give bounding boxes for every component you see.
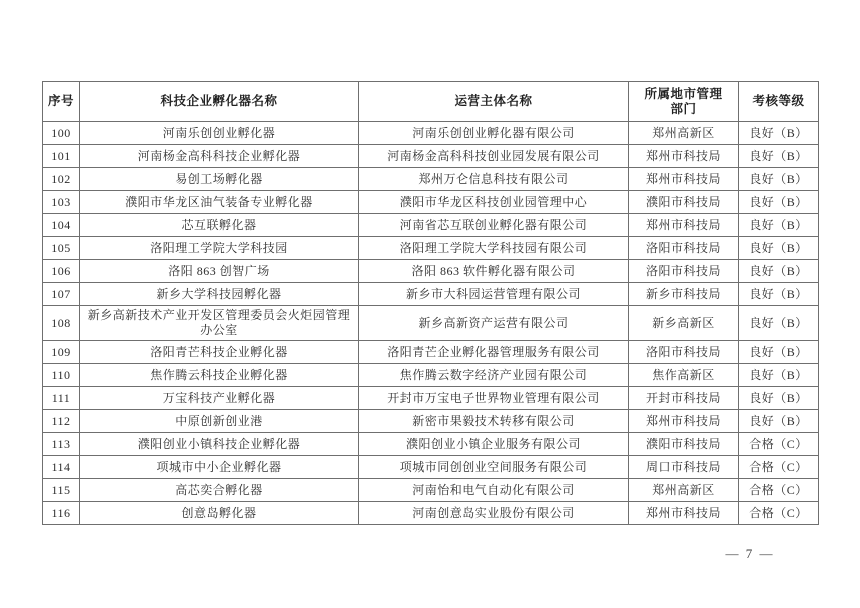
header-incubator-name: 科技企业孵化器名称	[80, 82, 359, 122]
operator-name-cell: 河南怡和电气自动化有限公司	[359, 479, 629, 502]
serial-number-cell: 104	[43, 214, 80, 237]
serial-number-cell: 101	[43, 145, 80, 168]
department-cell: 郑州市科技局	[629, 145, 739, 168]
serial-number-cell: 100	[43, 122, 80, 145]
department-cell: 郑州市科技局	[629, 214, 739, 237]
department-cell: 周口市科技局	[629, 456, 739, 479]
serial-number-cell: 109	[43, 341, 80, 364]
grade-cell: 良好（B）	[739, 306, 819, 341]
table-row	[43, 237, 819, 260]
grade-cell: 良好（B）	[739, 145, 819, 168]
table-row	[43, 364, 819, 387]
incubator-name-cell: 万宝科技产业孵化器	[80, 387, 359, 410]
serial-number-cell: 116	[43, 502, 80, 525]
department-cell: 洛阳市科技局	[629, 341, 739, 364]
operator-name-cell: 焦作腾云数字经济产业园有限公司	[359, 364, 629, 387]
operator-name-cell: 洛阳青芒企业孵化器管理服务有限公司	[359, 341, 629, 364]
department-cell: 濮阳市科技局	[629, 191, 739, 214]
serial-number-cell: 105	[43, 237, 80, 260]
operator-name-cell: 河南乐创创业孵化器有限公司	[359, 122, 629, 145]
operator-name-cell: 新乡市大科园运营管理有限公司	[359, 283, 629, 306]
incubator-name-cell: 中原创新创业港	[80, 410, 359, 433]
header-grade: 考核等级	[739, 82, 819, 122]
grade-cell: 合格（C）	[739, 433, 819, 456]
operator-name-cell: 河南创意岛实业股份有限公司	[359, 502, 629, 525]
serial-number-cell: 106	[43, 260, 80, 283]
department-cell: 新乡高新区	[629, 306, 739, 341]
table-row	[43, 387, 819, 410]
header-operator-name: 运营主体名称	[359, 82, 629, 122]
department-cell: 开封市科技局	[629, 387, 739, 410]
grade-cell: 良好（B）	[739, 410, 819, 433]
incubator-name-cell: 洛阳 863 创智广场	[80, 260, 359, 283]
table-row	[43, 145, 819, 168]
department-cell: 郑州高新区	[629, 122, 739, 145]
operator-name-cell: 河南杨金高科科技创业园发展有限公司	[359, 145, 629, 168]
table-row	[43, 456, 819, 479]
incubator-name-cell: 芯互联孵化器	[80, 214, 359, 237]
serial-number-cell: 110	[43, 364, 80, 387]
operator-name-cell: 濮阳创业小镇企业服务有限公司	[359, 433, 629, 456]
grade-cell: 良好（B）	[739, 283, 819, 306]
department-cell: 郑州市科技局	[629, 168, 739, 191]
grade-cell: 合格（C）	[739, 502, 819, 525]
grade-cell: 良好（B）	[739, 341, 819, 364]
incubator-name-cell: 濮阳市华龙区油气装备专业孵化器	[80, 191, 359, 214]
incubator-name-cell: 焦作腾云科技企业孵化器	[80, 364, 359, 387]
operator-name-cell: 开封市万宝电子世界物业管理有限公司	[359, 387, 629, 410]
table-row	[43, 260, 819, 283]
department-cell: 洛阳市科技局	[629, 260, 739, 283]
incubator-name-cell: 创意岛孵化器	[80, 502, 359, 525]
header-department: 所属地市管理部门	[629, 82, 739, 122]
serial-number-cell: 107	[43, 283, 80, 306]
grade-cell: 良好（B）	[739, 214, 819, 237]
table-row	[43, 341, 819, 364]
incubator-name-cell: 濮阳创业小镇科技企业孵化器	[80, 433, 359, 456]
grade-cell: 良好（B）	[739, 260, 819, 283]
department-cell: 濮阳市科技局	[629, 433, 739, 456]
operator-name-cell: 郑州万仑信息科技有限公司	[359, 168, 629, 191]
serial-number-cell: 115	[43, 479, 80, 502]
table-row	[43, 122, 819, 145]
grade-cell: 良好（B）	[739, 168, 819, 191]
incubator-name-cell: 新乡大学科技园孵化器	[80, 283, 359, 306]
incubator-name-cell: 新乡高新技术产业开发区管理委员会火炬园管理办公室	[80, 306, 359, 341]
operator-name-cell: 新密市果毅技术转移有限公司	[359, 410, 629, 433]
incubator-name-cell: 洛阳理工学院大学科技园	[80, 237, 359, 260]
table-row	[43, 410, 819, 433]
grade-cell: 良好（B）	[739, 237, 819, 260]
department-cell: 新乡市科技局	[629, 283, 739, 306]
department-cell: 郑州市科技局	[629, 502, 739, 525]
incubator-name-cell: 高芯奕合孵化器	[80, 479, 359, 502]
department-cell: 洛阳市科技局	[629, 237, 739, 260]
serial-number-cell: 108	[43, 306, 80, 341]
table-row	[43, 283, 819, 306]
table-row	[43, 433, 819, 456]
page-number: — 7 —	[725, 546, 775, 561]
serial-number-cell: 111	[43, 387, 80, 410]
table-row	[43, 168, 819, 191]
table-row	[43, 502, 819, 525]
department-cell: 焦作高新区	[629, 364, 739, 387]
incubator-name-cell: 项城市中小企业孵化器	[80, 456, 359, 479]
table-header-row	[43, 82, 819, 122]
table-row	[43, 306, 819, 341]
grade-cell: 良好（B）	[739, 191, 819, 214]
operator-name-cell: 洛阳 863 软件孵化器有限公司	[359, 260, 629, 283]
incubator-name-cell: 河南杨金高科科技企业孵化器	[80, 145, 359, 168]
grade-cell: 合格（C）	[739, 479, 819, 502]
operator-name-cell: 河南省芯互联创业孵化器有限公司	[359, 214, 629, 237]
table-row	[43, 191, 819, 214]
operator-name-cell: 项城市同创创业空间服务有限公司	[359, 456, 629, 479]
department-cell: 郑州市科技局	[629, 410, 739, 433]
serial-number-cell: 102	[43, 168, 80, 191]
serial-number-cell: 112	[43, 410, 80, 433]
table-row	[43, 214, 819, 237]
serial-number-cell: 113	[43, 433, 80, 456]
serial-number-cell: 114	[43, 456, 80, 479]
operator-name-cell: 濮阳市华龙区科技创业园管理中心	[359, 191, 629, 214]
operator-name-cell: 新乡高新资产运营有限公司	[359, 306, 629, 341]
department-cell: 郑州高新区	[629, 479, 739, 502]
table-row	[43, 479, 819, 502]
header-serial-number: 序号	[43, 82, 80, 122]
incubator-name-cell: 河南乐创创业孵化器	[80, 122, 359, 145]
grade-cell: 良好（B）	[739, 387, 819, 410]
grade-cell: 合格（C）	[739, 456, 819, 479]
incubator-name-cell: 易创工场孵化器	[80, 168, 359, 191]
serial-number-cell: 103	[43, 191, 80, 214]
incubator-name-cell: 洛阳青芒科技企业孵化器	[80, 341, 359, 364]
incubator-assessment-table	[42, 81, 819, 525]
grade-cell: 良好（B）	[739, 364, 819, 387]
operator-name-cell: 洛阳理工学院大学科技园有限公司	[359, 237, 629, 260]
grade-cell: 良好（B）	[739, 122, 819, 145]
